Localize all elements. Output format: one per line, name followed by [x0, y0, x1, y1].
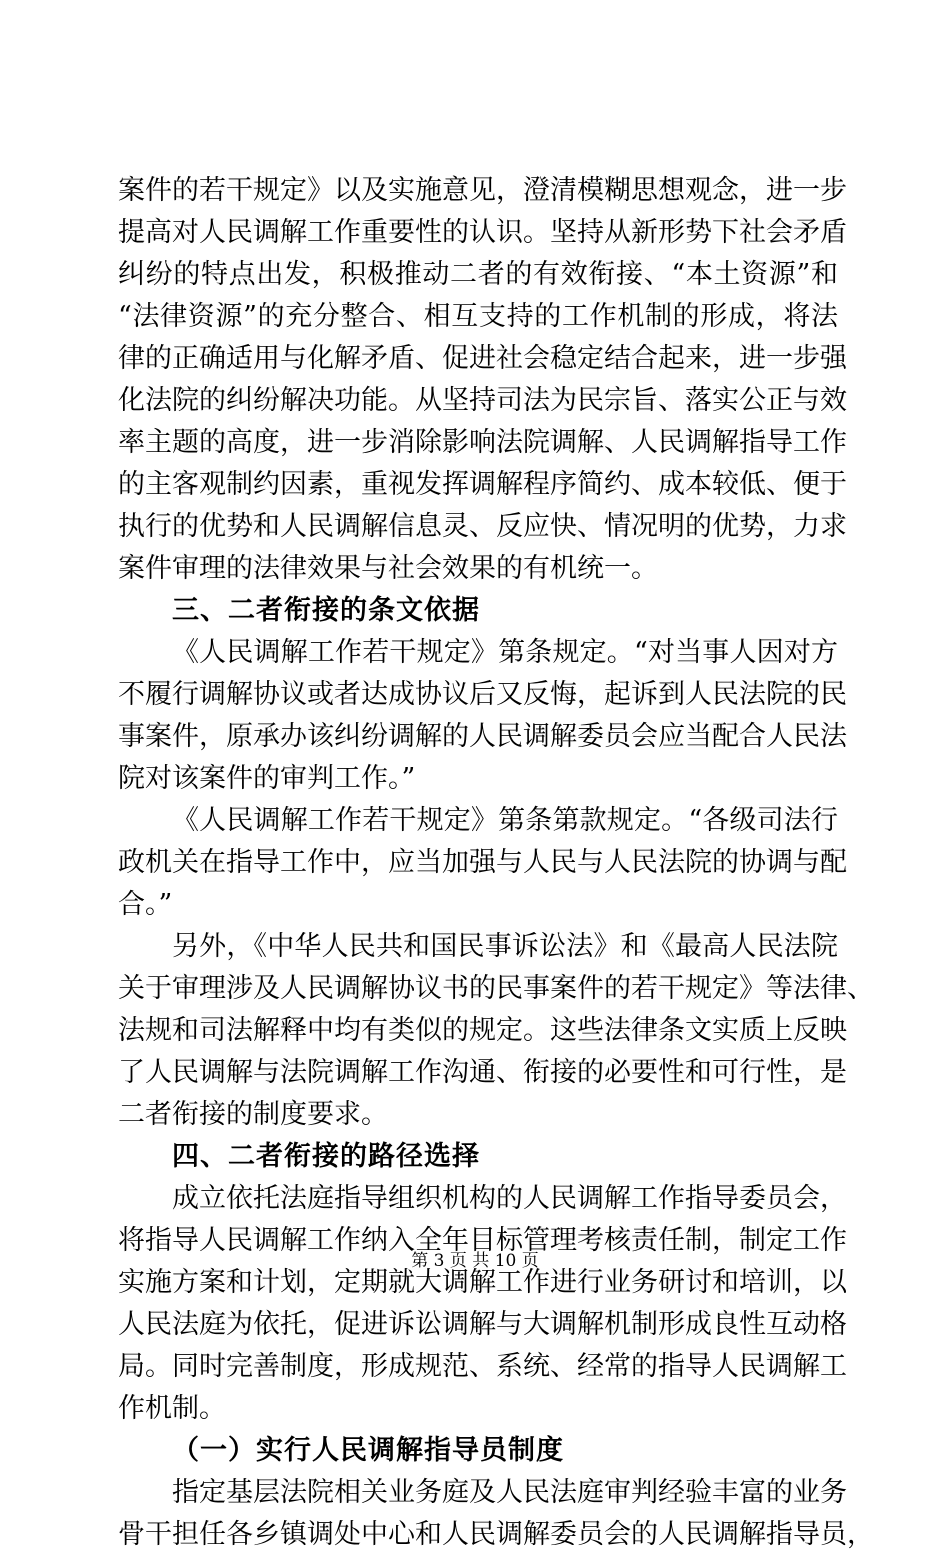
paragraph [118, 800, 847, 926]
paragraph [118, 632, 847, 800]
section-heading [118, 590, 838, 632]
text-line: 化法院的纠纷解决功能。从坚持司法为民宗旨、落实公正与效 [118, 385, 847, 416]
text-line: 骨干担任各乡镇调处中心和人民调解委员会的人民调解指导员， [118, 1519, 874, 1550]
text-line: 事案件，原承办该纠纷调解的人民调解委员会应当配合人民法 [118, 721, 847, 752]
section-heading [118, 1136, 838, 1178]
text-line: 成立依托法庭指导组织机构的人民调解工作指导委员会， [172, 1183, 847, 1214]
text-line: 《人民调解工作若干规定》第条规定。“对当事人因对方 [172, 637, 838, 668]
text-line: 案件的若干规定》以及实施意见，澄清模糊思想观念，进一步 [118, 175, 847, 206]
page-footer: 第 3 页 共 10 页 [411, 1251, 539, 1271]
text-line: 法规和司法解释中均有类似的规定。这些法律条文实质上反映 [118, 1015, 847, 1046]
text-line: 将指导人民调解工作纳入全年目标管理考核责任制，制定工作 [118, 1225, 847, 1256]
paragraph [118, 1472, 874, 1556]
section-heading [118, 1430, 838, 1472]
text-line: 了人民调解与法院调解工作沟通、衔接的必要性和可行性，是 [118, 1057, 847, 1088]
text-line: “法律资源”的充分整合、相互支持的工作机制的形成，将法 [118, 301, 838, 332]
text-line: 政机关在指导工作中，应当加强与人民与人民法院的协调与配 [118, 847, 847, 878]
heading-text: 四、二者衔接的路径选择 [172, 1141, 480, 1172]
text-line: 的主客观制约因素，重视发挥调解程序简约、成本较低、便于 [118, 469, 847, 500]
text-line: 《人民调解工作若干规定》第条第款规定。“各级司法行 [172, 805, 838, 836]
text-line: 二者衔接的制度要求。 [118, 1099, 388, 1130]
text-line: 实施方案和计划，定期就大调解工作进行业务研讨和培训，以 [118, 1267, 847, 1298]
heading-text: 三、二者衔接的条文依据 [172, 595, 480, 626]
heading-text: （一）实行人民调解指导员制度 [172, 1435, 564, 1466]
text-line: 院对该案件的审判工作。” [118, 763, 416, 794]
text-line: 不履行调解协议或者达成协议后又反悔，起诉到人民法院的民 [118, 679, 847, 710]
document-body [118, 170, 874, 1556]
text-line: 关于审理涉及人民调解协议书的民事案件的若干规定》等法律、 [118, 973, 874, 1004]
text-line: 执行的优势和人民调解信息灵、反应快、情况明的优势，力求 [118, 511, 847, 542]
text-line: 局。同时完善制度，形成规范、系统、经常的指导人民调解工 [118, 1351, 847, 1382]
text-line: 纠纷的特点出发，积极推动二者的有效衔接、“本土资源”和 [118, 259, 838, 290]
text-line: 指定基层法院相关业务庭及人民法庭审判经验丰富的业务 [172, 1477, 847, 1508]
paragraph [118, 170, 847, 590]
text-line: 合。” [118, 889, 173, 920]
text-line: 律的正确适用与化解矛盾、促进社会稳定结合起来，进一步强 [118, 343, 847, 374]
text-line: 案件审理的法律效果与社会效果的有机统一。 [118, 553, 658, 584]
text-line: 作机制。 [118, 1393, 226, 1424]
paragraph [118, 1178, 847, 1430]
text-line: 率主题的高度，进一步消除影响法院调解、人民调解指导工作 [118, 427, 847, 458]
text-line: 另外，《中华人民共和国民事诉讼法》和《最高人民法院 [172, 931, 838, 962]
text-line: 人民法庭为依托，促进诉讼调解与大调解机制形成良性互动格 [118, 1309, 847, 1340]
text-line: 提高对人民调解工作重要性的认识。坚持从新形势下社会矛盾 [118, 217, 847, 248]
paragraph [118, 926, 874, 1136]
